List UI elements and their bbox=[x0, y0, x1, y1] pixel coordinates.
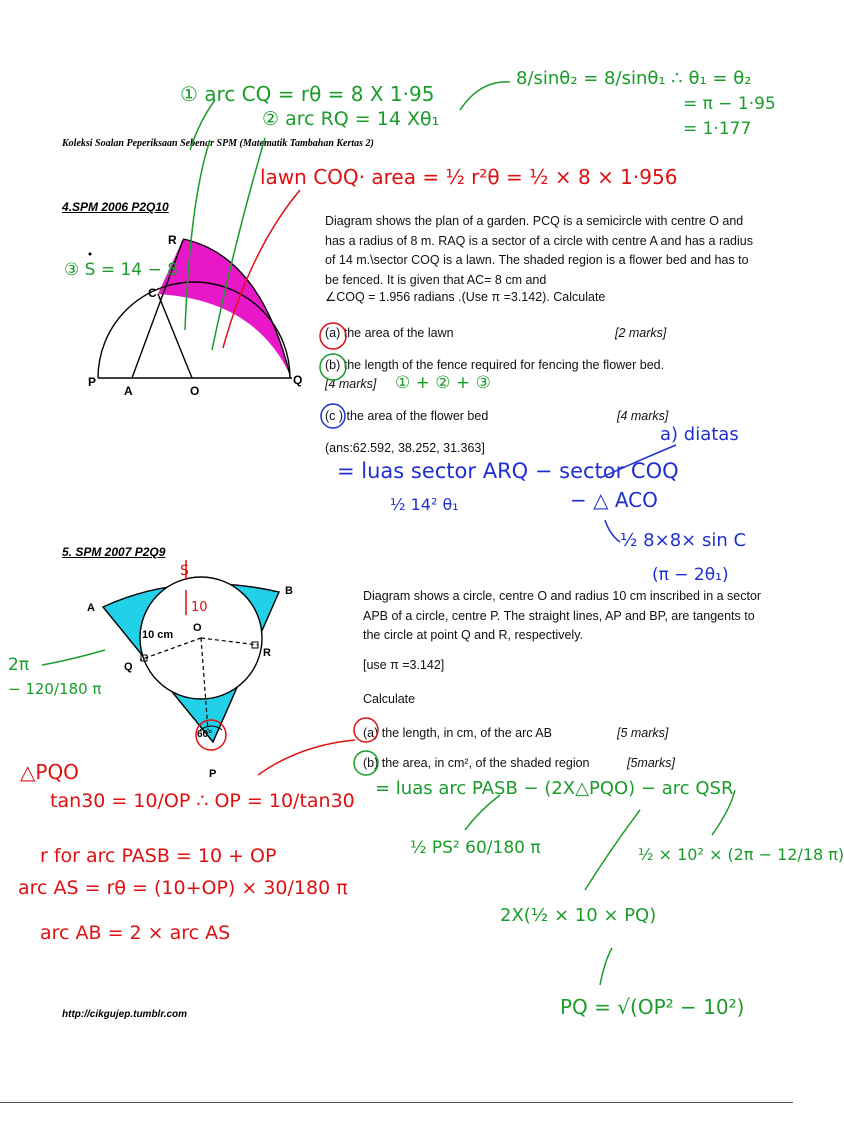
hw-2pi: 2π bbox=[8, 655, 30, 675]
green-arrow-ps bbox=[465, 795, 500, 830]
document-header: Koleksi Soalan Peperiksaan Sebenar SPM (Matematik Tambahan Kertas 2) bbox=[62, 138, 374, 149]
label-r: R bbox=[168, 233, 177, 247]
label-o5: O bbox=[193, 622, 202, 634]
hw-lawn-area: lawn COQ· area = ½ r²θ = ½ × 8 × 1·956 bbox=[260, 165, 678, 189]
question-4-title: 4.SPM 2006 P2Q10 bbox=[62, 200, 169, 214]
hw-s-label: S bbox=[180, 563, 189, 579]
hw-theta-value: = 1·177 bbox=[683, 119, 752, 139]
hw-diatas: a) diatas bbox=[660, 424, 739, 445]
hw-pi-minus: = π − 1·95 bbox=[683, 94, 776, 114]
part-marks: [5 marks] bbox=[617, 726, 669, 740]
hw-half-8x8: ½ 8×8× sin C bbox=[620, 530, 747, 551]
hw-arc-as: arc AS = rθ = (10+OP) × 30/180 π bbox=[18, 877, 348, 899]
red-circle-5a bbox=[354, 718, 378, 742]
blue-arrow-area bbox=[605, 520, 620, 542]
label-q5: Q bbox=[124, 661, 133, 673]
label-angle: 60° bbox=[197, 729, 213, 740]
label-p5: P bbox=[209, 768, 217, 780]
hw-arc-ab: arc AB = 2 × arc AS bbox=[40, 922, 231, 944]
part-marks: [4 marks] bbox=[617, 409, 669, 423]
question-4-part-b-marks: [4 marks] bbox=[325, 377, 377, 391]
label-p: P bbox=[88, 375, 97, 389]
question-4-angle-line: ∠COQ = 1.956 radians .(Use π =3.142). Calculate bbox=[325, 290, 606, 304]
green-arrow-pq bbox=[600, 948, 612, 985]
blue-circle-c bbox=[321, 404, 345, 428]
hw-10-red: 10 bbox=[191, 600, 208, 615]
part-label: (b) the area, in cm², of the shaded region bbox=[363, 756, 590, 770]
green-circle-b bbox=[320, 354, 346, 380]
hw-pq-formula: PQ = √(OP² − 10²) bbox=[560, 995, 745, 1019]
hw-luas-sector: = luas sector ARQ − sector COQ bbox=[337, 459, 679, 483]
part-marks: [5marks] bbox=[627, 756, 675, 770]
question-5-text: Diagram shows a circle, centre O and radius 10 cm inscribed in a sector APB of a circle, centre P. The straight lines, AP and BP, are tangents to the circle at point Q and R, respectively. bbox=[363, 589, 762, 642]
green-arrow-ratio bbox=[460, 82, 510, 110]
hw-triangle-pqo: △PQO bbox=[20, 760, 79, 784]
hw-half-ps: ½ PS² 60/180 π bbox=[410, 838, 541, 858]
hw-pi-2theta: (π − 2θ₁) bbox=[652, 565, 729, 585]
hw-fence-sum: ① + ② + ③ bbox=[395, 373, 491, 393]
label-a5: A bbox=[87, 602, 95, 614]
hw-s-value: ③ S = 14 − 8 bbox=[64, 260, 178, 280]
hw-qsr-formula: ½ × 10² × (2π − 12/18 π) bbox=[638, 845, 844, 864]
label-r5: R bbox=[263, 647, 271, 659]
question-4-text: Diagram shows the plan of a garden. PCQ is a semicircle with centre O and has a radius of 8 m. RAQ is a sector of a circle with centre A and has a radius of 14 m.\sector COQ is a lawn. The shaded region is a flower bed and has to be fenced. It is given that AC= 8 cm and bbox=[325, 214, 753, 287]
hw-sine-ratio: 8/sinθ₂ = 8/sinθ₁ ∴ θ₁ = θ₂ bbox=[516, 68, 752, 89]
line-co bbox=[158, 294, 192, 378]
question-5-title: 5. SPM 2007 P2Q9 bbox=[62, 545, 166, 559]
part-marks: [2 marks] bbox=[615, 326, 667, 340]
hw-120-180: − 120/180 π bbox=[8, 680, 102, 698]
part-label: (b) the length of the fence required for fencing the flower bed. bbox=[325, 358, 665, 372]
hw-arc-rq: ② arc RQ = 14 Xθ₁ bbox=[262, 108, 440, 130]
label-a: A bbox=[124, 384, 133, 398]
stray-dot bbox=[89, 253, 92, 256]
question-5-use: [use π =3.142] bbox=[363, 658, 445, 672]
red-arrow-pqo bbox=[258, 740, 355, 775]
question-4-answers: (ans:62.592, 38.252, 31.363] bbox=[325, 441, 485, 455]
label-q: Q bbox=[293, 373, 303, 387]
label-o: O bbox=[190, 384, 200, 398]
label-b5: B bbox=[285, 585, 293, 597]
hw-triangle-aco: − △ ACO bbox=[570, 488, 658, 512]
label-c: C bbox=[148, 286, 157, 300]
red-circle-a bbox=[320, 323, 346, 349]
part-label: (a) the area of the lawn bbox=[325, 326, 454, 340]
label-radius: 10 cm bbox=[142, 629, 174, 641]
green-circle-5b bbox=[354, 751, 378, 775]
hw-2x-triangle: 2X(½ × 10 × PQ) bbox=[500, 905, 657, 926]
green-arrow-1 bbox=[190, 100, 215, 150]
hw-half-14: ½ 14² θ₁ bbox=[390, 495, 459, 514]
hw-luas-arc: = luas arc PASB − (2X△PQO) − arc QSR bbox=[375, 778, 734, 799]
part-label: (a) the length, in cm, of the arc AB bbox=[363, 726, 552, 740]
hw-tan30: tan30 = 10/OP ∴ OP = 10/tan30 bbox=[50, 790, 355, 812]
question-5-calculate: Calculate bbox=[363, 692, 416, 706]
hw-r-arc: r for arc PASB = 10 + OP bbox=[40, 845, 277, 867]
hw-arc-cq: ① arc CQ = rθ = 8 X 1·95 bbox=[180, 82, 435, 106]
green-arrow-2pi bbox=[42, 650, 105, 665]
green-arrow-2x bbox=[585, 810, 640, 890]
part-label: (c ) the area of the flower bed bbox=[325, 409, 489, 423]
footer-url: http://cikgujep.tumblr.com bbox=[62, 1009, 188, 1020]
